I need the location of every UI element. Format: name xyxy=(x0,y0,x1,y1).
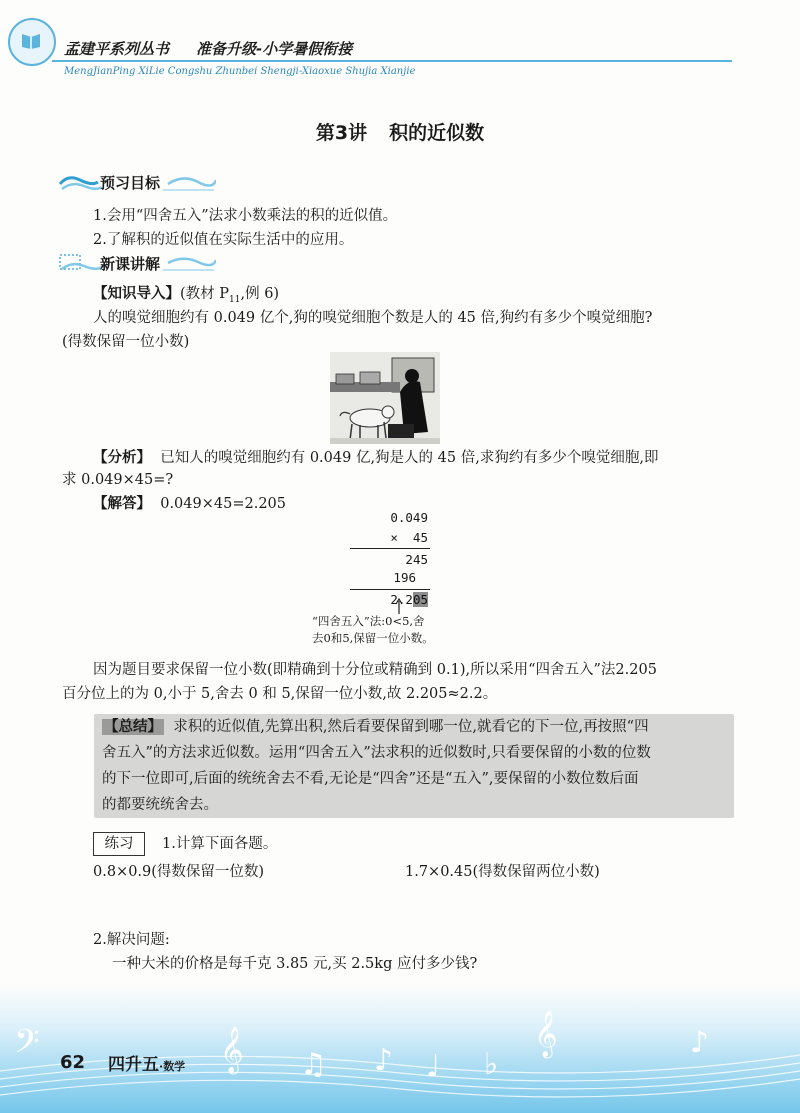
bass-clef-icon: 𝄢 xyxy=(14,1023,40,1069)
music-staff-decoration xyxy=(0,985,800,1113)
calc-result-main: 2.2 xyxy=(390,592,413,607)
intro-problem-line2: (得数保留一位小数) xyxy=(62,334,190,350)
calc-row-multiplier: × 45 xyxy=(390,530,428,545)
intro-tag: 【知识导入】 xyxy=(93,286,180,302)
calc-note xyxy=(312,613,434,647)
explain-line2: 百分位上的为 0,小于 5,舍去 0 和 5,保留一位小数,故 2.205≈2.2。 xyxy=(62,686,498,702)
lesson-number: 第3讲 xyxy=(315,122,368,144)
section-banner-lesson xyxy=(58,251,216,275)
eighth-notes-icon: ♫ xyxy=(300,1047,327,1082)
calc-rule-1 xyxy=(350,548,430,549)
intro-problem-line1: 人的嗅觉细胞约有 0.049 亿个,狗的嗅觉细胞个数是人的 45 倍,狗约有多少个嗅觉细胞? xyxy=(93,310,653,326)
analysis-text1: 已知人的嗅觉细胞约有 0.049 亿,狗是人的 45 倍,求狗约有多少个嗅觉细胞,即 xyxy=(160,450,659,466)
summary-line4: 的都要统统舍去。 xyxy=(102,797,218,813)
practice-q1-b: 1.7×0.45(得数保留两位小数) xyxy=(405,864,600,880)
practice-q2-title: 2.解决问题: xyxy=(93,932,170,948)
calc-row-partial-2: 196 xyxy=(393,570,416,585)
lesson-title xyxy=(0,118,800,145)
summary-line1 xyxy=(102,714,649,740)
calc-note-line2: 去0和5,保留一位小数。 xyxy=(312,631,434,645)
intro-source-sub: 11 xyxy=(229,294,241,305)
preview-item-2: 2.了解积的近似值在实际生活中的应用。 xyxy=(93,232,354,248)
analysis-tag: 【分析】 xyxy=(93,450,151,466)
footer-subject: 数学 xyxy=(163,1060,186,1073)
lesson-name: 积的近似数 xyxy=(389,122,485,144)
intro-source: (教材 P xyxy=(180,286,230,302)
answer-line xyxy=(93,494,286,514)
section-banner-preview xyxy=(58,170,216,194)
calc-rule-2 xyxy=(350,589,430,590)
header-rule xyxy=(52,60,732,62)
header-series: 孟建平系列丛书 xyxy=(64,40,170,58)
footer-band xyxy=(0,985,800,1113)
answer-tag: 【解答】 xyxy=(93,496,151,512)
intro-source-tail: ,例 6) xyxy=(240,286,280,302)
calc-note-line1: “四舍五入”法:0<5,舍 xyxy=(312,614,425,628)
summary-text1: 求积的近似值,先算出积,然后看要保留到哪一位,就看它的下一位,再按照“四 xyxy=(173,719,649,735)
book-icon xyxy=(20,30,42,50)
analysis-line2: 求 0.049×45=? xyxy=(62,472,174,488)
practice-q1-a: 0.8×0.9(得数保留一位数) xyxy=(93,864,265,880)
eighth-note-icon-2: ♪ xyxy=(690,1025,710,1060)
summary-box xyxy=(94,714,734,818)
analysis-line1 xyxy=(93,448,658,468)
footer-dot: · xyxy=(159,1060,164,1073)
answer-text: 0.049×45=2.205 xyxy=(160,496,286,512)
intro-line xyxy=(93,284,279,310)
treble-clef-icon: 𝄞 xyxy=(220,1027,244,1073)
header-pinyin: MengJianPing XiLie Congshu Zhunbei Shengji-Xiaoxue Shujia Xianjie xyxy=(64,66,416,77)
preview-item-1: 1.会用“四舍五入”法求小数乘法的积的近似值。 xyxy=(93,208,398,224)
series-logo xyxy=(8,18,56,66)
summary-line3: 的下一位即可,后面的统统舍去不看,无论是“四舍”还是“五入”,要保留的小数位数后面 xyxy=(102,771,639,787)
quarter-note-icon: ♩ xyxy=(426,1049,441,1084)
page-number: 62 xyxy=(60,1052,86,1073)
eighth-note-icon: ♪ xyxy=(374,1043,394,1078)
practice-label: 练习 xyxy=(93,832,145,856)
summary-tag: 【总结】 xyxy=(104,719,162,735)
calc-row-partial-1: 245 xyxy=(405,552,428,567)
section-label-lesson: 新课讲解 xyxy=(100,255,161,273)
header-subtitle: 准备升级-小学暑假衔接 xyxy=(196,40,353,58)
sniffer-dog-illustration xyxy=(330,352,440,444)
treble-clef-icon-2: 𝄞 xyxy=(534,1011,558,1057)
footer-book xyxy=(108,1050,185,1075)
footer-grade: 四升五 xyxy=(108,1055,159,1075)
flat-icon: ♭ xyxy=(484,1047,499,1082)
section-label-preview: 预习目标 xyxy=(100,174,161,192)
practice-q1-title: 1.计算下面各题。 xyxy=(162,836,278,852)
calc-result-highlight: 05 xyxy=(412,592,428,607)
explain-line1: 因为题目要求保留一位小数(即精确到十分位或精确到 0.1),所以采用“四舍五入”法2.205 xyxy=(93,662,657,678)
arrow-up-icon xyxy=(395,598,403,614)
calc-row-multiplicand: 0.049 xyxy=(390,510,428,525)
practice-q2-text: 一种大米的价格是每千克 3.85 元,买 2.5kg 应付多少钱? xyxy=(112,956,478,972)
summary-line2: 舍五入”的方法求近似数。运用“四舍五入”法求积的近似数时,只看要保留的小数的位数 xyxy=(102,745,651,761)
